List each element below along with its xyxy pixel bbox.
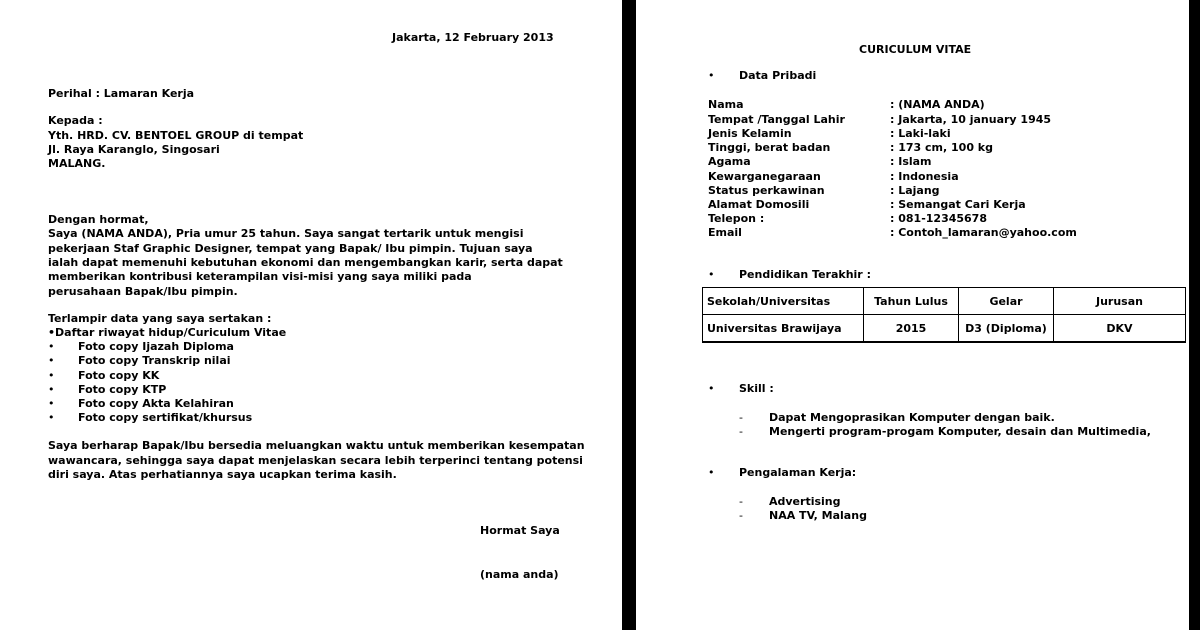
table-row bbox=[703, 315, 1186, 343]
personal-label: Telepon : bbox=[708, 212, 765, 225]
personal-label: Tinggi, berat badan bbox=[708, 141, 831, 154]
bullet-icon: • bbox=[708, 69, 715, 82]
attachment-item: •Daftar riwayat hidup/Curiculum Vitae bbox=[48, 326, 287, 339]
personal-label: Email bbox=[708, 226, 742, 239]
bullet-icon: • bbox=[48, 340, 55, 353]
personal-label: Alamat Domosili bbox=[708, 198, 810, 211]
personal-value: : 081-12345678 bbox=[890, 212, 987, 225]
table-cell: Universitas Brawijaya bbox=[703, 315, 864, 343]
personal-heading: Data Pribadi bbox=[739, 69, 817, 82]
letter-date: Jakarta, 12 February 2013 bbox=[392, 31, 554, 44]
signature-name: (nama anda) bbox=[480, 568, 559, 581]
personal-label: Tempat /Tanggal Lahir bbox=[708, 113, 845, 126]
body-line: pekerjaan Staf Graphic Designer, tempat yang Bapak/ Ibu pimpin. Tujuan saya bbox=[48, 242, 533, 255]
recipient-label: Kepada : bbox=[48, 114, 103, 127]
bullet-icon: • bbox=[708, 382, 715, 395]
attachment-item: Foto copy KK bbox=[78, 369, 160, 382]
body-line: memberikan kontribusi keterampilan visi-misi yang saya miliki pada bbox=[48, 270, 472, 283]
personal-label: Nama bbox=[708, 98, 744, 111]
sign-off: Hormat Saya bbox=[480, 524, 560, 537]
personal-label: Jenis Kelamin bbox=[708, 127, 792, 140]
personal-value: : Semangat Cari Kerja bbox=[890, 198, 1026, 211]
table-header-cell: Jurusan bbox=[1054, 288, 1186, 315]
cv-title: CURICULUM VITAE bbox=[859, 43, 972, 56]
table-header-cell: Sekolah/Universitas bbox=[703, 288, 864, 315]
personal-label: Agama bbox=[708, 155, 751, 168]
body-line: perusahaan Bapak/Ibu pimpin. bbox=[48, 285, 238, 298]
experience-item: Advertising bbox=[769, 495, 841, 508]
bullet-icon: • bbox=[48, 383, 55, 396]
body-line: Saya (NAMA ANDA), Pria umur 25 tahun. Saya sangat tertarik untuk mengisi bbox=[48, 227, 524, 240]
letter-subject: Perihal : Lamaran Kerja bbox=[48, 87, 195, 100]
recipient-line: Jl. Raya Karanglo, Singosari bbox=[48, 143, 220, 156]
table-header-row bbox=[703, 288, 1186, 315]
table-header-cell: Tahun Lulus bbox=[864, 288, 959, 315]
personal-label: Kewarganegaraan bbox=[708, 170, 821, 183]
attachment-item: Foto copy Akta Kelahiran bbox=[78, 397, 234, 410]
dash-icon: - bbox=[739, 411, 743, 424]
greeting: Dengan hormat, bbox=[48, 213, 149, 226]
bullet-icon: • bbox=[48, 397, 55, 410]
education-table bbox=[702, 287, 1186, 343]
personal-label: Status perkawinan bbox=[708, 184, 825, 197]
experience-heading: Pengalaman Kerja: bbox=[739, 466, 857, 479]
skill-heading: Skill : bbox=[739, 382, 774, 395]
attachment-item: Foto copy Transkrip nilai bbox=[78, 354, 231, 367]
experience-item: NAA TV, Malang bbox=[769, 509, 867, 522]
attachments-intro: Terlampir data yang saya sertakan : bbox=[48, 312, 272, 325]
recipient-line: Yth. HRD. CV. BENTOEL GROUP di tempat bbox=[48, 129, 304, 142]
personal-value: : Laki-laki bbox=[890, 127, 951, 140]
personal-value: : Lajang bbox=[890, 184, 940, 197]
personal-value: : Contoh_lamaran@yahoo.com bbox=[890, 226, 1077, 239]
personal-value: : (NAMA ANDA) bbox=[890, 98, 985, 111]
dash-icon: - bbox=[739, 509, 743, 522]
attachment-item: Foto copy KTP bbox=[78, 383, 167, 396]
closing-line: wawancara, sehingga saya dapat menjelaskan secara lebih terperinci tentang potensi bbox=[48, 454, 583, 467]
table-header-cell: Gelar bbox=[959, 288, 1054, 315]
table-cell: DKV bbox=[1054, 315, 1186, 343]
attachment-item: Foto copy sertifikat/khursus bbox=[78, 411, 253, 424]
closing-line: Saya berharap Bapak/Ibu bersedia meluangkan waktu untuk memberikan kesempatan bbox=[48, 439, 585, 452]
personal-value: : 173 cm, 100 kg bbox=[890, 141, 993, 154]
attachment-item: Foto copy Ijazah Diploma bbox=[78, 340, 234, 353]
bullet-icon: • bbox=[708, 268, 715, 281]
dash-icon: - bbox=[739, 495, 743, 508]
personal-value: : Indonesia bbox=[890, 170, 959, 183]
dash-icon: - bbox=[739, 425, 743, 438]
skill-item: Mengerti program-progam Komputer, desain dan Multimedia, bbox=[769, 425, 1151, 438]
table-cell: 2015 bbox=[864, 315, 959, 343]
bullet-icon: • bbox=[708, 466, 715, 479]
personal-value: : Islam bbox=[890, 155, 932, 168]
cv-page bbox=[636, 0, 1189, 630]
personal-value: : Jakarta, 10 january 1945 bbox=[890, 113, 1052, 126]
education-heading: Pendidikan Terakhir : bbox=[739, 268, 871, 281]
bullet-icon: • bbox=[48, 369, 55, 382]
closing-line: diri saya. Atas perhatiannya saya ucapkan terima kasih. bbox=[48, 468, 397, 481]
skill-item: Dapat Mengoprasikan Komputer dengan baik. bbox=[769, 411, 1055, 424]
table-cell: D3 (Diploma) bbox=[959, 315, 1054, 343]
bullet-icon: • bbox=[48, 411, 55, 424]
recipient-line: MALANG. bbox=[48, 157, 106, 170]
bullet-icon: • bbox=[48, 354, 55, 367]
body-line: ialah dapat memenuhi kebutuhan ekonomi dan mengembangkan karir, serta dapat bbox=[48, 256, 563, 269]
